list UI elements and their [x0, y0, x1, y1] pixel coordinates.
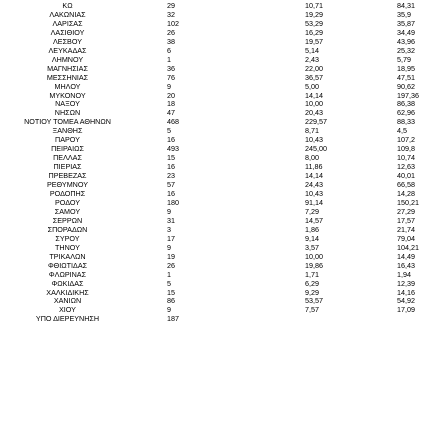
region-name-cell: ΜΥΚΟΝΟΥ: [49, 91, 86, 100]
region-name-cell: ΣΕΡΡΩΝ: [52, 216, 83, 225]
average-cell: 245,00: [305, 145, 327, 154]
rate-cell: 18,95: [397, 64, 415, 73]
table-row: [0, 136, 431, 145]
region-name-cell: ΡΕΘΥΜΝΟΥ: [46, 181, 89, 190]
average-cell: 8,71: [305, 127, 319, 136]
cases-cell: 468: [167, 118, 179, 127]
region-name-cell: ΛΕΥΚΑΔΑΣ: [48, 46, 87, 55]
rate-cell: 10,74: [397, 154, 415, 163]
cases-cell: 16: [167, 136, 175, 145]
average-cell: 1,71: [305, 270, 319, 279]
cases-cell: 17: [167, 234, 175, 243]
table-row: [0, 253, 431, 262]
rate-cell: 62,96: [397, 109, 415, 118]
region-name-cell: ΡΟΔΟΥ: [54, 198, 81, 207]
average-cell: 10,43: [305, 190, 323, 199]
average-cell: [288, 315, 367, 324]
cases-cell: 29: [167, 2, 175, 10]
average-cell: 2,43: [305, 55, 319, 64]
average-cell: 10,43: [305, 136, 323, 145]
table-row: [0, 83, 431, 92]
average-cell: 14,57: [305, 216, 323, 225]
cases-cell: 1: [167, 55, 171, 64]
region-name-cell: ΠΕΙΡΑΙΩΣ: [51, 145, 84, 154]
cases-cell: 5: [167, 127, 171, 136]
cases-cell: 38: [167, 37, 175, 46]
cases-cell: 102: [167, 19, 179, 28]
cases-cell: 9: [167, 306, 171, 315]
rate-cell: 14,28: [397, 190, 415, 199]
rate-cell: 16,43: [397, 261, 415, 270]
rate-cell: 25,32: [397, 46, 415, 55]
table-row: [0, 235, 431, 244]
table-row: [0, 118, 431, 127]
average-cell: 22,00: [305, 64, 323, 73]
cases-cell: 26: [167, 261, 175, 270]
rate-cell: 150,21: [397, 198, 419, 207]
table-row: [0, 217, 431, 226]
table-row: [0, 38, 431, 47]
rate-cell: 12,39: [397, 279, 415, 288]
rate-cell: 197,36: [397, 91, 419, 100]
cases-cell: 180: [167, 198, 179, 207]
rate-cell: 43,96: [397, 37, 415, 46]
region-name-cell: ΠΙΕΡΙΑΣ: [53, 163, 82, 172]
average-cell: 8,00: [305, 154, 319, 163]
table-row: [0, 47, 431, 56]
region-name-cell: ΜΕΣΣΗΝΙΑΣ: [46, 73, 89, 82]
table-row: [0, 2, 431, 11]
table-row: [0, 127, 431, 136]
average-cell: 10,00: [305, 100, 323, 109]
table-row: [0, 226, 431, 235]
rate-cell: 1,94: [397, 270, 411, 279]
table-row: [0, 92, 431, 101]
cases-cell: 16: [167, 163, 175, 172]
cases-cell: 31: [167, 216, 175, 225]
region-name-cell: ΣΑΜΟΥ: [54, 207, 81, 216]
rate-cell: 17,09: [397, 306, 415, 315]
rate-cell: 47,51: [397, 73, 415, 82]
cases-cell: 57: [167, 181, 175, 190]
region-name-cell: ΦΩΚΙΔΑΣ: [51, 279, 84, 288]
cases-cell: 36: [167, 64, 175, 73]
cases-cell: 5: [167, 279, 171, 288]
table-row: [0, 181, 431, 190]
cases-cell: 47: [167, 109, 175, 118]
cases-cell: 15: [167, 288, 175, 297]
cases-cell: 23: [167, 172, 175, 181]
rate-cell: 17,57: [397, 216, 415, 225]
rate-cell: 14,16: [397, 288, 415, 297]
region-name-cell: ΣΥΡΟΥ: [55, 234, 80, 243]
region-name-cell: ΛΕΣΒΟΥ: [53, 37, 82, 46]
cases-cell: 9: [167, 207, 171, 216]
average-cell: 24,43: [305, 181, 323, 190]
rate-cell: 4,5: [397, 127, 407, 136]
average-cell: 9,29: [305, 288, 319, 297]
average-cell: 229,57: [305, 118, 327, 127]
rate-cell: 35,9: [397, 10, 411, 19]
region-name-cell: ΡΟΔΟΠΗΣ: [49, 190, 86, 199]
average-cell: 20,43: [305, 109, 323, 118]
cases-cell: 76: [167, 73, 175, 82]
region-name-cell: ΠΑΡΟΥ: [55, 136, 80, 145]
table-row: [0, 208, 431, 217]
table-row: [0, 65, 431, 74]
table-row: [0, 20, 431, 29]
table-row: [0, 145, 431, 154]
table-row: [0, 172, 431, 181]
region-name-cell: ΧΑΝΙΩΝ: [53, 297, 82, 306]
table-row: [0, 199, 431, 208]
average-cell: 9,14: [305, 234, 319, 243]
table-row: [0, 244, 431, 253]
table-row: [0, 154, 431, 163]
table-row: [0, 289, 431, 298]
table-row: [0, 109, 431, 118]
table-row: [0, 56, 431, 65]
region-name-cell: ΝΑΞΟΥ: [55, 100, 80, 109]
table-row: [0, 100, 431, 109]
region-name-cell: ΧΙΟΥ: [59, 306, 76, 315]
region-name-cell: ΛΑΚΩΝΙΑΣ: [49, 10, 86, 19]
rate-cell: 84,31: [397, 2, 415, 10]
average-cell: 7,29: [305, 207, 319, 216]
rate-cell: 12,63: [397, 163, 415, 172]
rate-cell: 21,74: [397, 225, 415, 234]
table-row: [0, 11, 431, 20]
cases-cell: 9: [167, 82, 171, 91]
cases-cell: 6: [167, 46, 171, 55]
region-name-cell: ΛΗΜΝΟΥ: [51, 55, 84, 64]
average-cell: 19,29: [305, 10, 323, 19]
region-name-cell: ΠΕΛΛΑΣ: [53, 154, 82, 163]
average-cell: 19,86: [305, 261, 323, 270]
regional-cases-table: [0, 2, 431, 324]
region-name-cell: ΜΗΛΟΥ: [54, 82, 81, 91]
table-body: [0, 2, 431, 324]
rate-cell: 27,29: [397, 207, 415, 216]
rate-cell: 107,2: [397, 136, 415, 145]
rate-cell: 5,79: [397, 55, 411, 64]
cases-cell: 15: [167, 154, 175, 163]
table-row: [0, 297, 431, 306]
table-row: [0, 74, 431, 83]
region-name-cell: ΣΠΟΡΑΔΩΝ: [47, 225, 88, 234]
average-cell: 14,14: [305, 91, 323, 100]
region-name-cell: ΤΗΝΟΥ: [55, 243, 80, 252]
region-name-cell: ΥΠΟ ΔΙΕΡΕΥΝΗΣΗ: [35, 315, 100, 324]
cases-cell: 493: [167, 145, 179, 154]
rate-cell: 40,01: [397, 172, 415, 181]
cases-cell: 32: [167, 10, 175, 19]
average-cell: 91,14: [305, 198, 323, 207]
cases-cell: 18: [167, 100, 175, 109]
cases-cell: 86: [167, 297, 175, 306]
cases-cell: 16: [167, 190, 175, 199]
cases-cell: 9: [167, 243, 171, 252]
rate-cell: 104,21: [397, 243, 419, 252]
region-name-cell: ΧΑΛΚΙΔΙΚΗΣ: [46, 288, 89, 297]
rate-cell: [367, 315, 431, 324]
average-cell: 14,14: [305, 172, 323, 181]
rate-cell: 109,8: [397, 145, 415, 154]
table-row: [0, 163, 431, 172]
rate-cell: 88,33: [397, 118, 415, 127]
average-cell: 10,71: [305, 2, 323, 10]
average-cell: 6,29: [305, 279, 319, 288]
rate-cell: 35,87: [397, 19, 415, 28]
region-name-cell: ΛΑΡΙΣΑΣ: [52, 19, 83, 28]
rate-cell: 34,49: [397, 28, 415, 37]
rate-cell: 79,04: [397, 234, 415, 243]
cases-cell: 1: [167, 270, 171, 279]
average-cell: 1,86: [305, 225, 319, 234]
region-name-cell: ΠΡΕΒΕΖΑΣ: [48, 172, 87, 181]
region-name-cell: ΦΘΙΩΤΙΔΑΣ: [47, 261, 88, 270]
average-cell: 3,57: [305, 243, 319, 252]
region-name-cell: ΜΑΓΝΗΣΙΑΣ: [47, 64, 88, 73]
average-cell: 16,29: [305, 28, 323, 37]
average-cell: 10,00: [305, 252, 323, 261]
cases-cell: 26: [167, 28, 175, 37]
average-cell: 5,00: [305, 82, 319, 91]
rate-cell: 66,58: [397, 181, 415, 190]
region-name-cell: ΚΩ: [62, 2, 73, 10]
table-row: [0, 271, 431, 280]
rate-cell: 86,38: [397, 100, 415, 109]
table-row: [0, 306, 431, 315]
table-row: [0, 315, 431, 324]
rate-cell: 14,49: [397, 252, 415, 261]
average-cell: 36,57: [305, 73, 323, 82]
rate-cell: 54,92: [397, 297, 415, 306]
cases-cell: 19: [167, 252, 175, 261]
average-cell: 53,57: [305, 297, 323, 306]
average-cell: 19,57: [305, 37, 323, 46]
average-cell: 7,57: [305, 306, 319, 315]
table-row: [0, 190, 431, 199]
region-name-cell: ΛΑΣΙΘΙΟΥ: [50, 28, 85, 37]
region-name-cell: ΝΟΤΙΟΥ ΤΟΜΕΑ ΑΘΗΝΩΝ: [24, 118, 111, 127]
average-cell: 5,14: [305, 46, 319, 55]
cases-cell: 20: [167, 91, 175, 100]
region-name-cell: ΞΑΝΘΗΣ: [52, 127, 83, 136]
cases-cell: 187: [167, 315, 179, 324]
region-name-cell: ΤΡΙΚΑΛΩΝ: [49, 252, 86, 261]
region-name-cell: ΦΛΩΡΙΝΑΣ: [48, 270, 87, 279]
table-row: [0, 29, 431, 38]
region-name-cell: ΝΗΣΩΝ: [54, 109, 81, 118]
table-row: [0, 262, 431, 271]
average-cell: 53,29: [305, 19, 323, 28]
rate-cell: 90,62: [397, 82, 415, 91]
average-cell: 11,86: [305, 163, 323, 172]
table-row: [0, 280, 431, 289]
cases-cell: 3: [167, 225, 171, 234]
